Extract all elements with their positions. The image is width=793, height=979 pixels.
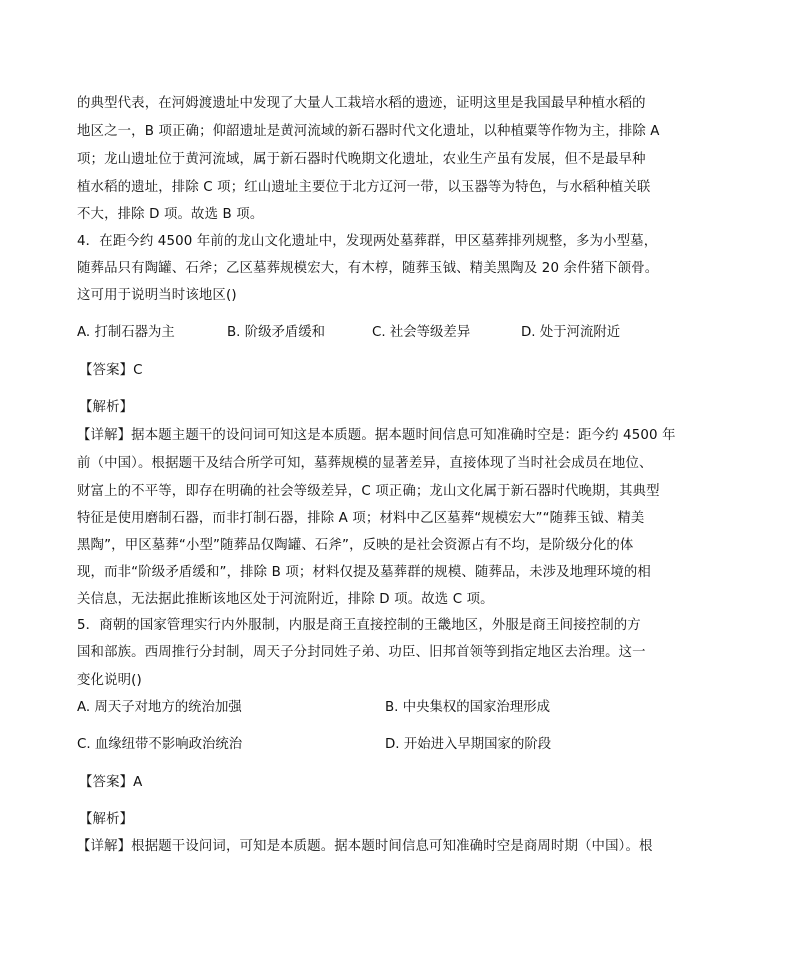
q4-analysis-line: 特征是使用磨制石器，而非打制石器，排除 A 项；材料中乙区墓葬“规模宏大”“随葬玉钺、精美 bbox=[77, 511, 645, 526]
prev-analysis-line: 的典型代表，在河姆渡遗址中发现了大量人工栽培水稻的遗迹，证明这里是我国最早种植水稻的 bbox=[77, 96, 646, 111]
q4-analysis-line: 黑陶”，甲区墓葬“小型”随葬品仅陶罐、石斧”，反映的是社会资源占有不均，是阶级分化的体 bbox=[77, 538, 634, 553]
q5-stem-line: 国和部族。西周推行分封制，周天子分封同姓子弟、功臣、旧邦首领等到指定地区去治理。这一 bbox=[77, 645, 646, 660]
q5-stem-line: 变化说明() bbox=[77, 673, 142, 688]
q4-stem-line: 这可用于说明当时该地区() bbox=[77, 288, 237, 303]
q4-analysis-line: 关信息，无法据此推断该地区处于河流附近，排除 D 项。故选 C 项。 bbox=[77, 592, 494, 607]
q4-option-d: D. 处于河流附近 bbox=[521, 325, 621, 340]
q5-option-c: C. 血缘纽带不影响政治统治 bbox=[77, 737, 243, 752]
q5-option-a: A. 周天子对地方的统治加强 bbox=[77, 700, 242, 715]
prev-analysis-line: 地区之一，B 项正确；仰韶遗址是黄河流域的新石器时代文化遗址，以种植粟等作物为主，排除 A bbox=[77, 124, 660, 139]
q4-analysis-line: 财富上的不平等，即存在明确的社会等级差异，C 项正确；龙山文化属于新石器时代晚期，其典型 bbox=[77, 484, 660, 499]
q5-analysis-title: 【解析】 bbox=[79, 812, 134, 827]
q5-answer: 【答案】A bbox=[79, 775, 143, 790]
q4-option-b: B. 阶级矛盾缓和 bbox=[227, 325, 326, 340]
q4-analysis-line: 【详解】据本题主题干的设问词可知这是本质题。据本题时间信息可知准确时空是：距今约 4500 年 bbox=[77, 428, 676, 443]
q4-option-a: A. 打制石器为主 bbox=[77, 325, 175, 340]
q5-analysis-line: 【详解】根据题干设问词，可知是本质题。据本题时间信息可知准确时空是商周时期（中国）。根 bbox=[77, 839, 653, 854]
q4-stem-line: 随葬品只有陶罐、石斧；乙区墓葬规模宏大，有木椁，随葬玉钺、精美黑陶及 20 余件猪下颌骨。 bbox=[77, 261, 659, 276]
prev-analysis-line: 不大，排除 D 项。故选 B 项。 bbox=[77, 207, 264, 222]
q4-analysis-title: 【解析】 bbox=[79, 400, 134, 415]
q4-analysis-line: 前（中国）。根据题干及结合所学可知，墓葬规模的显著差异，直接体现了当时社会成员在地位、 bbox=[77, 456, 653, 471]
q4-stem-line: 4．在距今约 4500 年前的龙山文化遗址中，发现两处墓葬群，甲区墓葬排列规整，多为小型墓， bbox=[77, 234, 658, 249]
q5-option-d: D. 开始进入早期国家的阶段 bbox=[385, 737, 552, 752]
q5-stem-line: 5．商朝的国家管理实行内外服制，内服是商王直接控制的王畿地区，外服是商王间接控制的方 bbox=[77, 618, 641, 633]
q4-option-c: C. 社会等级差异 bbox=[372, 325, 471, 340]
q5-option-b: B. 中央集权的国家治理形成 bbox=[385, 700, 550, 715]
q4-analysis-line: 现，而非“阶级矛盾缓和”，排除 B 项；材料仅提及墓葬群的规模、随葬品，未涉及地理环境的相 bbox=[77, 565, 651, 580]
q4-answer: 【答案】C bbox=[79, 363, 143, 378]
prev-analysis-line: 植水稻的遗址，排除 C 项；红山遗址主要位于北方辽河一带，以玉器等为特色，与水稻种植关联 bbox=[77, 180, 651, 195]
prev-analysis-line: 项；龙山遗址位于黄河流域，属于新石器时代晚期文化遗址，农业生产虽有发展，但不是最早种 bbox=[77, 152, 646, 167]
